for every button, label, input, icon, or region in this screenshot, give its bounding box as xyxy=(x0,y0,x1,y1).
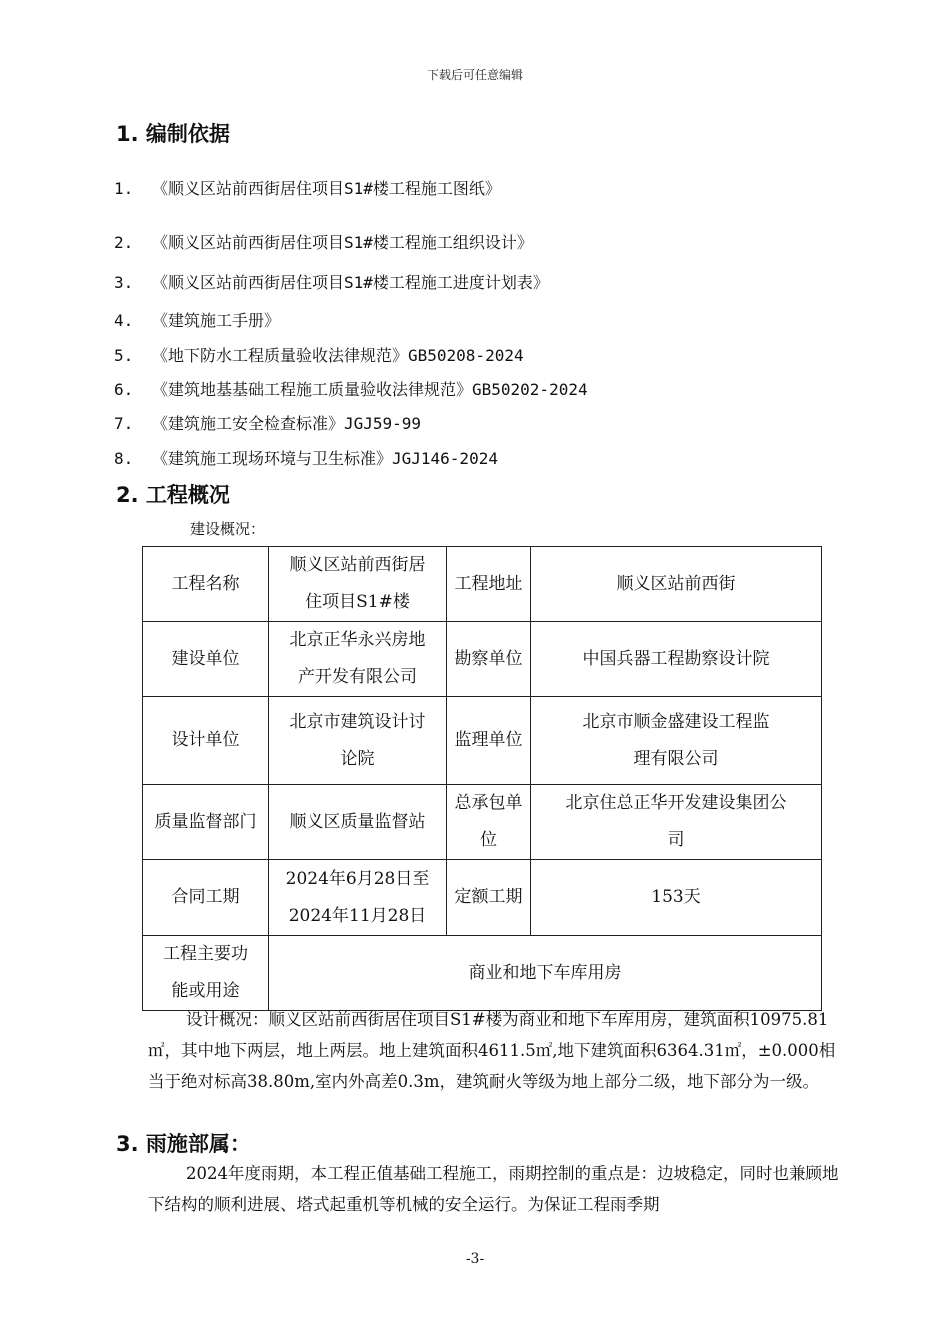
value-cell: 商业和地下车库用房 xyxy=(269,936,822,1011)
reference-number: 7. xyxy=(114,414,134,433)
table-row xyxy=(143,785,822,860)
label-cell: 设计单位 xyxy=(143,697,269,785)
value-cell: 北京住总正华开发建设集团公 司 xyxy=(531,785,822,860)
reference-text: 《顺义区站前西街居住项目S1#楼工程施工组织设计》 xyxy=(152,233,533,252)
reference-number: 8. xyxy=(114,449,134,468)
reference-text: 《建筑施工安全检查标准》JGJ59-99 xyxy=(152,414,422,433)
reference-item xyxy=(114,377,588,400)
reference-item xyxy=(114,270,549,293)
label-cell: 总承包单 位 xyxy=(447,785,531,860)
reference-text: 《顺义区站前西街居住项目S1#楼工程施工图纸》 xyxy=(152,179,501,198)
rain-season-paragraph: 2024年度雨期，本工程正值基础工程施工，雨期控制的重点是：边坡稳定，同时也兼顾地下结构的顺利进展、塔式起重机等机械的安全运行。为保证工程雨季期 xyxy=(148,1164,839,1214)
reference-item xyxy=(114,176,501,199)
section2-heading: 2. 工程概况 xyxy=(116,483,230,507)
reference-text: 《建筑地基基础工程施工质量验收法律规范》GB50202-2024 xyxy=(152,380,588,399)
label-cell: 勘察单位 xyxy=(447,622,531,697)
value-cell: 顺义区站前西街居 住项目S1#楼 xyxy=(269,547,447,622)
reference-text: 《地下防水工程质量验收法律规范》GB50208-2024 xyxy=(152,346,524,365)
value-cell: 顺义区质量监督站 xyxy=(269,785,447,860)
value-cell: 北京市顺金盛建设工程监 理有限公司 xyxy=(531,697,822,785)
reference-text: 《顺义区站前西街居住项目S1#楼工程施工进度计划表》 xyxy=(152,273,549,292)
reference-item xyxy=(114,343,524,366)
value-cell: 153天 xyxy=(531,860,822,936)
value-cell: 顺义区站前西街 xyxy=(531,547,822,622)
reference-text: 《建筑施工手册》 xyxy=(152,311,281,330)
reference-number: 4. xyxy=(114,311,134,330)
label-cell: 质量监督部门 xyxy=(143,785,269,860)
label-cell: 定额工期 xyxy=(447,860,531,936)
reference-number: 2. xyxy=(114,233,134,252)
reference-number: 5. xyxy=(114,346,134,365)
table-row xyxy=(143,936,822,1011)
construction-overview-label: 建设概况： xyxy=(190,520,266,538)
value-cell: 中国兵器工程勘察设计院 xyxy=(531,622,822,697)
reference-text: 《建筑施工现场环境与卫生标准》JGJ146-2024 xyxy=(152,449,498,468)
label-cell: 合同工期 xyxy=(143,860,269,936)
design-overview-paragraph: 设计概况：顺义区站前西街居住项目S1#楼为商业和地下车库用房，建筑面积10975.81㎡，其中地下两层，地上两层。地上建筑面积4611.5㎡,地下建筑面积6364.31㎡，±0.000相当于绝对标高38.80m,室内外高差0.3m，建筑耐火等级为地上部分二级，地下部分为一级。 xyxy=(148,1010,836,1091)
label-cell: 工程主要功 能或用途 xyxy=(143,936,269,1011)
table-row xyxy=(143,860,822,936)
section3-heading: 3. 雨施部属： xyxy=(116,1132,251,1156)
value-cell: 2024年6月28日至 2024年11月28日 xyxy=(269,860,447,936)
label-cell: 工程名称 xyxy=(143,547,269,622)
section1-heading: 1. 编制依据 xyxy=(116,122,230,146)
reference-number: 1. xyxy=(114,179,134,198)
label-cell: 工程地址 xyxy=(447,547,531,622)
table-row xyxy=(143,697,822,785)
value-cell: 北京正华永兴房地 产开发有限公司 xyxy=(269,622,447,697)
header-note: 下载后可任意编辑 xyxy=(426,68,523,82)
reference-item xyxy=(114,230,533,253)
reference-item xyxy=(114,446,498,469)
table-row xyxy=(143,622,822,697)
reference-item xyxy=(114,308,280,331)
project-info-table xyxy=(142,546,822,1011)
label-cell: 监理单位 xyxy=(447,697,531,785)
label-cell: 建设单位 xyxy=(143,622,269,697)
page-number: -3- xyxy=(465,1251,485,1267)
table-row xyxy=(143,547,822,622)
reference-item xyxy=(114,411,421,434)
reference-number: 6. xyxy=(114,380,134,399)
reference-number: 3. xyxy=(114,273,134,292)
value-cell: 北京市建筑设计讨 论院 xyxy=(269,697,447,785)
